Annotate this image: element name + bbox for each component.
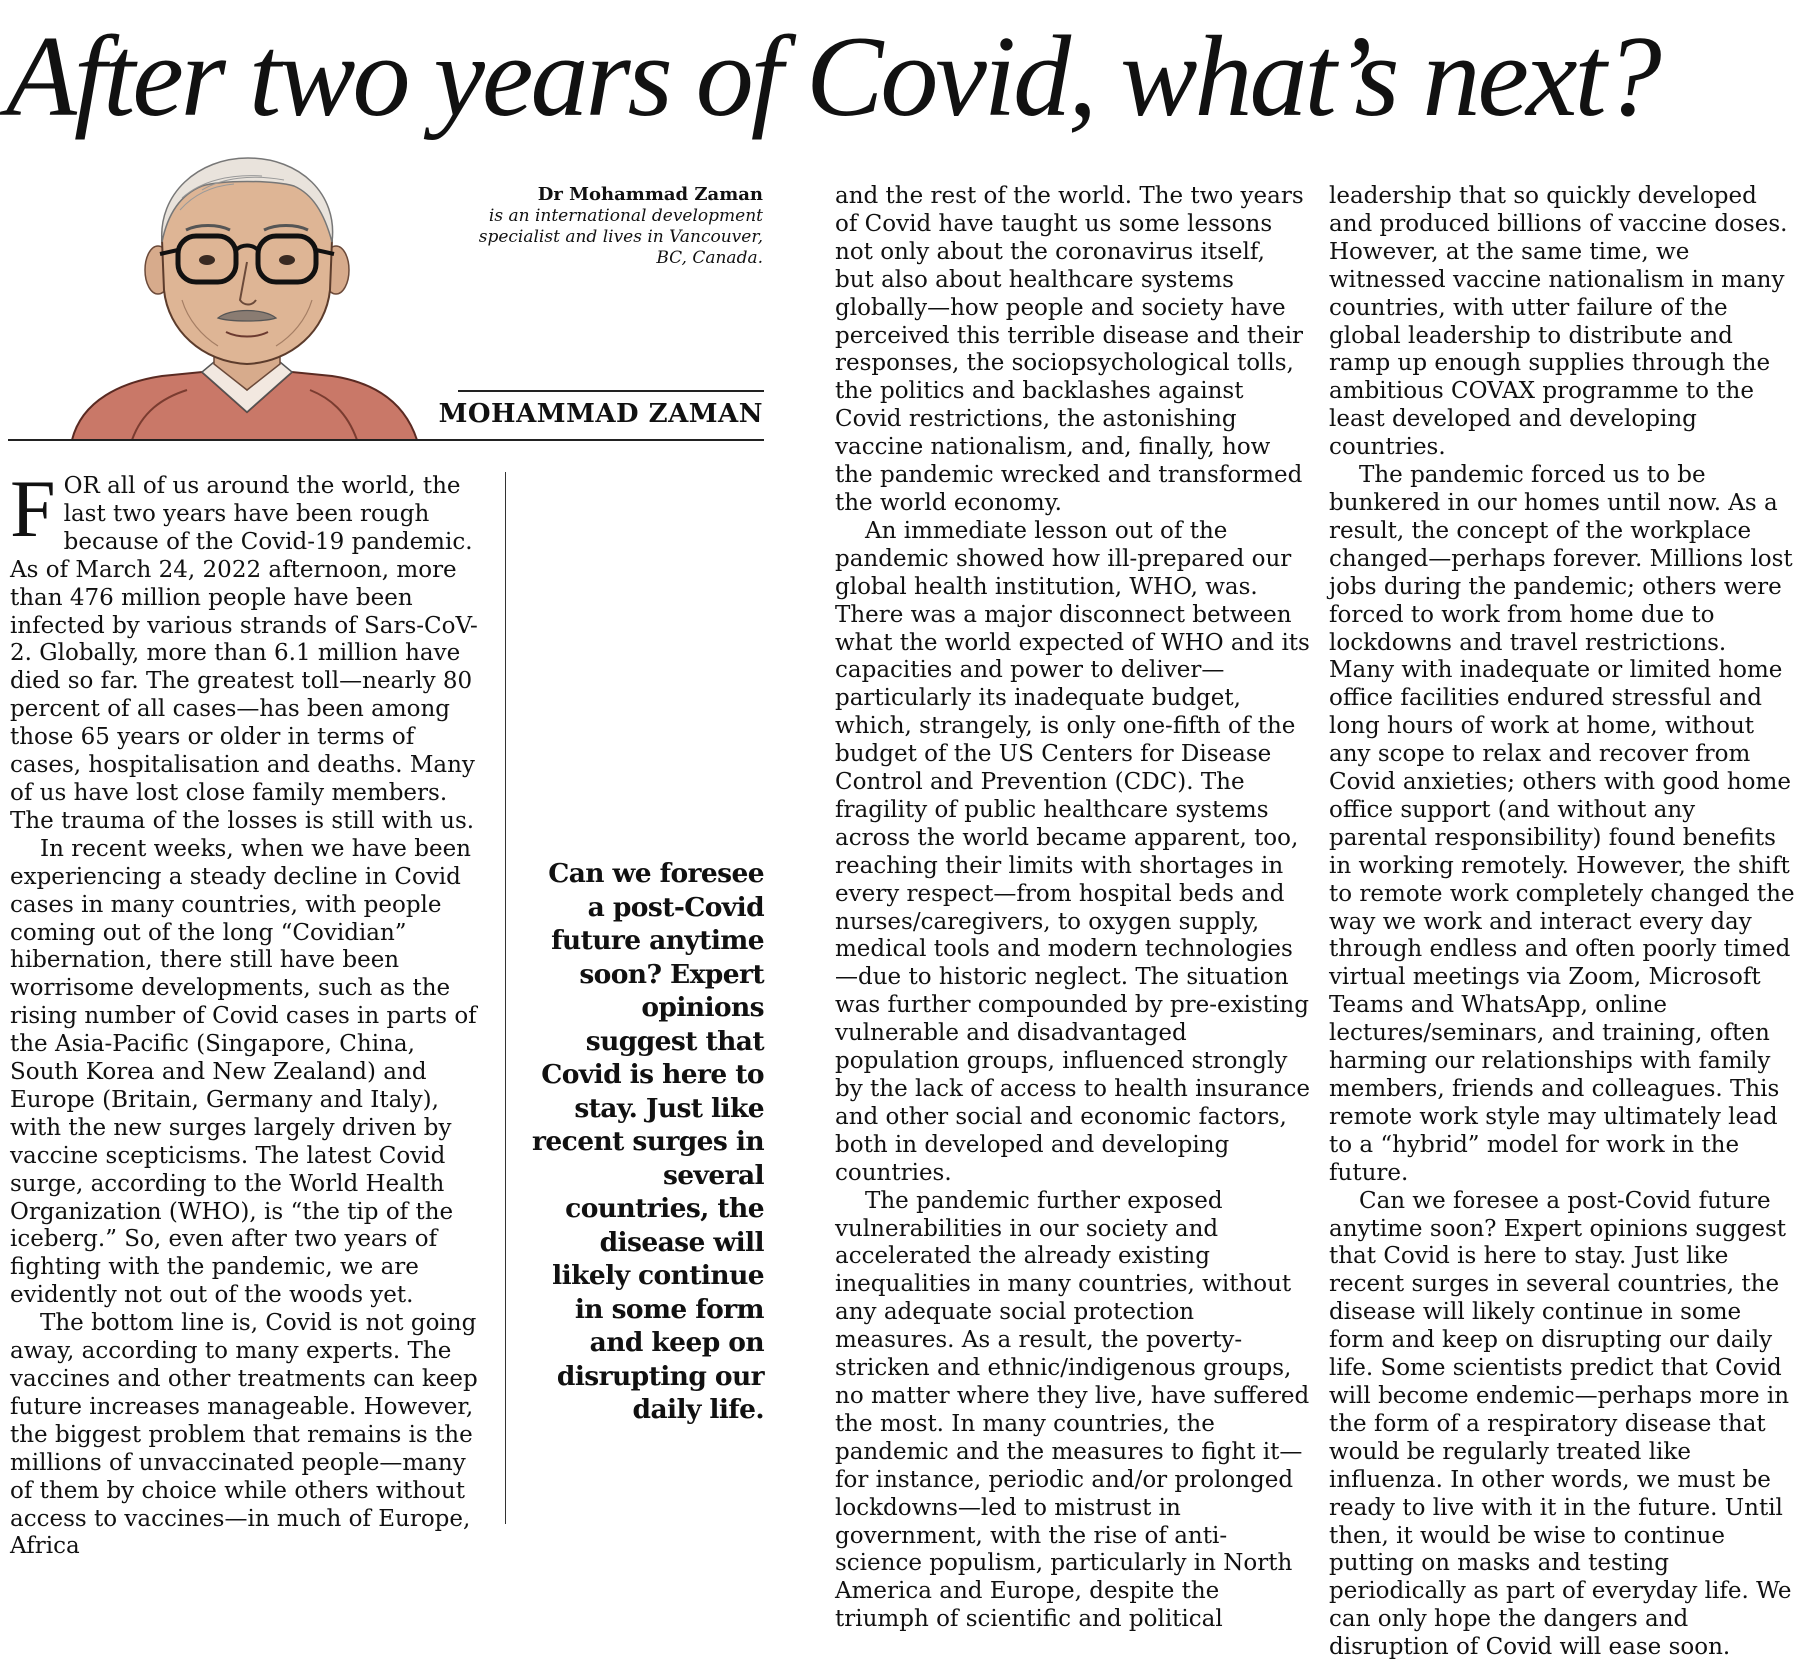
author-name: Dr Mohammad Zaman <box>537 184 763 205</box>
article-column-1 <box>10 463 484 1561</box>
author-bio: is an international development specialist and lives in Vancouver, BC, Canada. <box>478 206 763 268</box>
author-portrait-illustration <box>12 150 432 440</box>
byline: MOHAMMAD ZAMAN <box>438 399 763 429</box>
paragraph <box>10 463 484 836</box>
headline: After two years of Covid, what’s next? <box>6 13 1659 141</box>
section-rule <box>8 439 764 441</box>
paragraph: The bottom line is, Covid is not going away, according to many experts. The vaccines and other treatments can keep future increases manageable. However, the biggest problem that remains is the millions of unvaccinated people—many of them by choice while others without access to vaccines—in much of Europe, Africa <box>10 1310 478 1560</box>
paragraph: The pandemic forced us to be bunkered in our homes until now. As a result, the concept of the workplace changed—perhaps forever. Millions lost jobs during the pandemic; others were forced to work from home due to lockdowns and travel restrictions. Many with inadequate or limited home office facilities endured stressful and long hours of work at home, without any scope to relax and recover from Covid anxieties; others with good home office support (and without any parental responsibility) found benefits in working remotely. However, the shift to remote work completely changed the way we work and interact every day through endless and often poorly timed virtual meetings via Zoom, Microsoft Teams and WhatsApp, online lectures/seminars, and training, often harming our relationships with family members, friends and colleagues. This remote work style may ultimately lead to a “hybrid” model for work in the future. <box>1329 462 1795 1186</box>
author-info <box>443 183 763 269</box>
paragraph: The pandemic further exposed vulnerabilities in our society and accelerated the already existing inequalities in many countries, without any adequate social protection measures. As a result, the poverty-stricken and ethnic/indigenous groups, no matter where they live, have suffered the most. In many countries, the pandemic and the measures to fight it—for instance, periodic and/or prolonged lockdowns—led to mistrust in government, with the rise of anti-science populism, particularly in North America and Europe, despite the triumph of scientific and political <box>835 1187 1310 1633</box>
paragraph: leadership that so quickly developed and produced billions of vaccine doses. However, at the same time, we witnessed vaccine nationalism in many countries, with utter failure of the global leadership to distribute and ramp up enough supplies through the ambitious COVAX programme to the least developed and developing countries. <box>1329 183 1788 461</box>
paragraph: In recent weeks, when we have been experiencing a steady decline in Covid cases in many countries, with people coming out of the long “Covidian” hibernation, there still have been worrisome developments, such as the rising number of Covid cases in parts of the Asia-Pacific (Singapore, China, South Korea and New Zealand) and Europe (Britain, Germany and Italy), with the new surges largely driven by vaccine scepticisms. The latest Covid surge, according to the World Health Organization (WHO), is “the tip of the iceberg.” So, even after two years of fighting with the pandemic, we are evidently not out of the woods yet. <box>10 835 477 1309</box>
column-divider <box>505 472 506 1524</box>
paragraph: and the rest of the world. The two years of Covid have taught us some lessons not only about the coronavirus itself, but also about healthcare systems globally—how people and society have perceived this terrible disease and their responses, the sociopsychological tolls, the politics and backlashes against Covid restrictions, the astonishing vaccine nationalism, and, finally, how the pandemic wrecked and transformed the world economy. <box>835 183 1304 516</box>
byline-rule <box>458 390 764 392</box>
pull-quote: Can we foresee a post-Covid future anytime soon? Expert opinions suggest that Covid is here to stay. Just like recent surges in several countries, the disease will likely continue in some form and keep on disrupting our daily life. <box>532 858 764 1425</box>
article-column-3 <box>1329 183 1795 1662</box>
paragraph: Can we foresee a post-Covid future anytime soon? Expert opinions suggest that Covid is here to stay. Just like recent surges in several countries, the disease will likely continue in some form and keep on disrupting our daily life. Some scientists predict that Covid will become endemic—perhaps more in the form of a respiratory disease that would be regularly treated like influenza. In other words, we must be ready to live with it in the future. Until then, it would be wise to continue putting on masks and testing periodically as part of everyday life. We can only hope the dangers and disruption of Covid will ease soon. <box>1329 1187 1792 1661</box>
paragraph: An immediate lesson out of the pandemic showed how ill-prepared our global health institution, WHO, was. There was a major disconnect between what the world expected of WHO and its capacities and power to deliver—particularly its inadequate budget, which, strangely, is only one-fifth of the budget of the US Centers for Disease Control and Prevention (CDC). The fragility of public healthcare systems across the world became apparent, too, reaching their limits with shortages in every respect—from hospital beds and nurses/caregivers, to oxygen supply, medical tools and modern technologies—due to historic neglect. The situation was further compounded by pre-existing vulnerable and disadvantaged population groups, influenced strongly by the lack of access to health insurance and other social and economic factors, both in developed and developing countries. <box>835 517 1310 1186</box>
article-column-2 <box>835 183 1310 1634</box>
paragraph-text: OR all of us around the world, the last two years have been rough because of the Covid-19 pandemic. As of March 24, 2022 afternoon, more than 476 million people have been infected by various strands of Sars-CoV-2. Globally, more than 6.1 million have died so far. The greatest toll—nearly 80 percent of all cases—has been among those 65 years or older in terms of cases, hospitalisation and deaths. Many of us have lost close family members. The trauma of the losses is still with us. <box>10 473 478 834</box>
drop-cap: F <box>10 463 56 554</box>
